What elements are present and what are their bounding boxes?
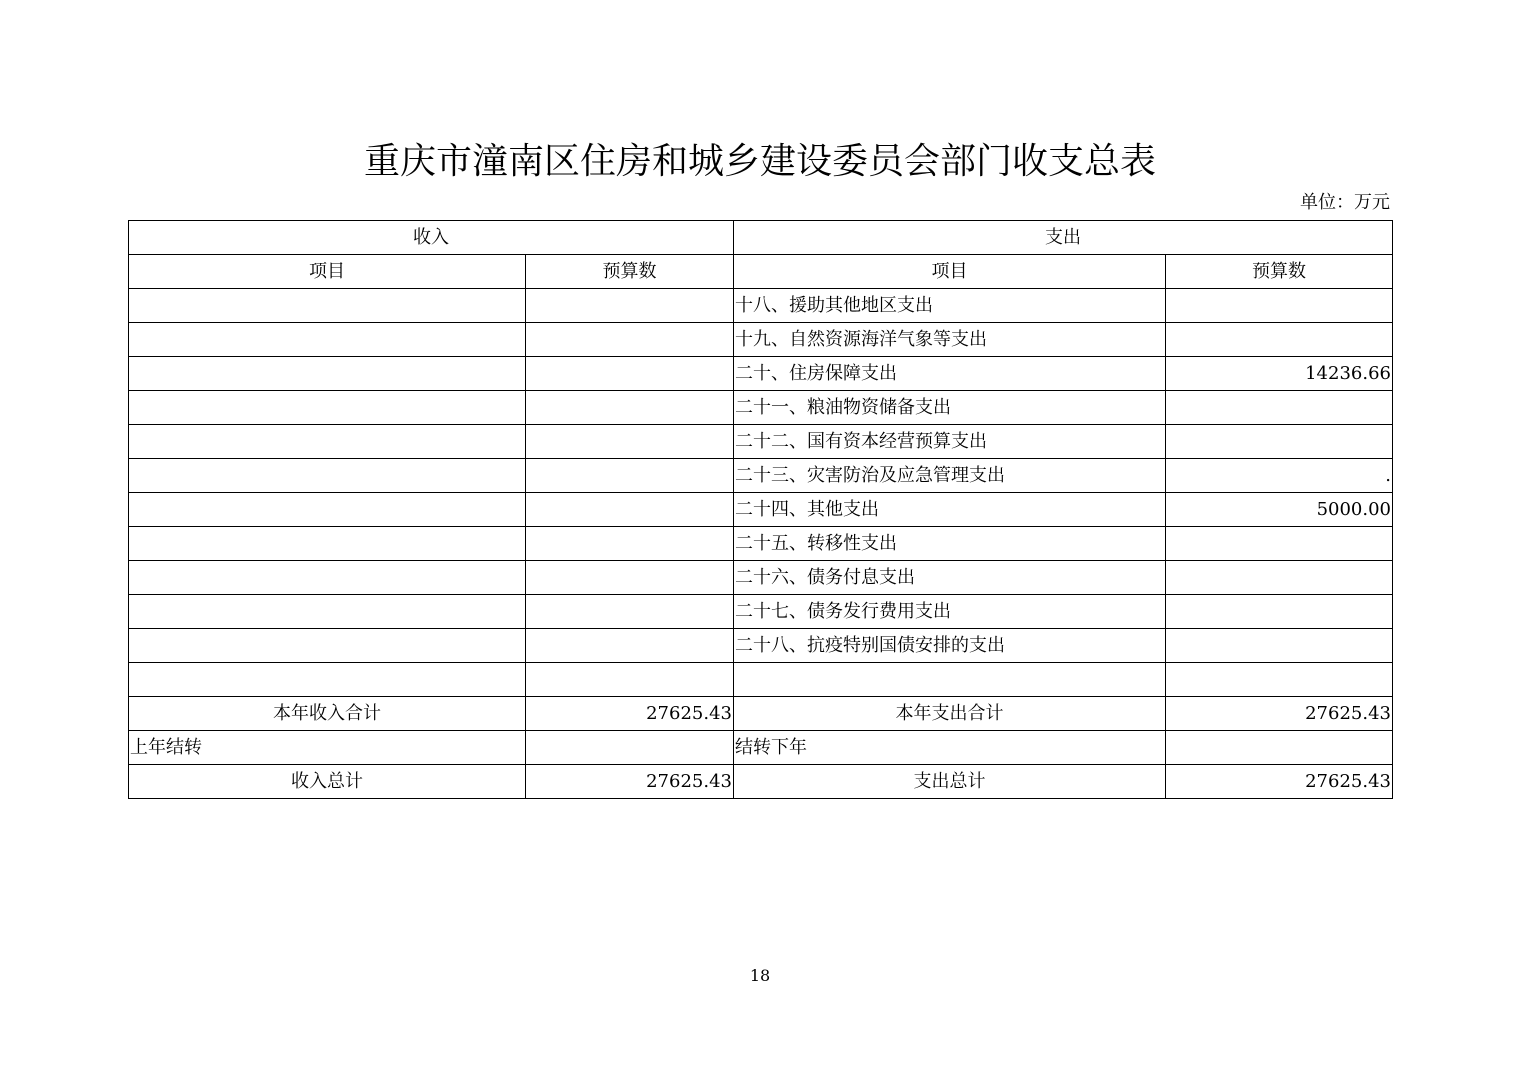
total-income-label: 收入总计 xyxy=(129,765,526,799)
expense-item-header: 项目 xyxy=(734,255,1166,289)
income-item-cell xyxy=(129,323,526,357)
income-item-cell xyxy=(129,493,526,527)
expense-amount-cell xyxy=(1166,289,1393,323)
budget-summary-table xyxy=(128,220,1393,799)
expense-amount-cell xyxy=(1166,391,1393,425)
expense-item-cell: 二十六、债务付息支出 xyxy=(734,561,1166,595)
table-row xyxy=(129,357,1393,391)
total-expense-value: 27625.43 xyxy=(1166,765,1393,799)
table-row xyxy=(129,289,1393,323)
income-item-cell xyxy=(129,527,526,561)
expense-amount-cell xyxy=(1166,629,1393,663)
income-item-cell xyxy=(129,459,526,493)
expense-amount-cell xyxy=(1166,663,1393,697)
carry-in-value xyxy=(526,731,734,765)
income-item-header: 项目 xyxy=(129,255,526,289)
income-item-cell xyxy=(129,289,526,323)
table-row xyxy=(129,663,1393,697)
income-header: 收入 xyxy=(129,221,734,255)
expense-item-cell: 二十二、国有资本经营预算支出 xyxy=(734,425,1166,459)
page-title: 重庆市潼南区住房和城乡建设委员会部门收支总表 xyxy=(363,141,1156,182)
income-amount-cell xyxy=(526,629,734,663)
table-row xyxy=(129,629,1393,663)
income-item-cell xyxy=(129,561,526,595)
total-income-value: 27625.43 xyxy=(526,765,734,799)
income-amount-cell xyxy=(526,663,734,697)
expense-amount-cell: . xyxy=(1166,459,1393,493)
expense-amount-cell xyxy=(1166,527,1393,561)
expense-item-cell: 二十、住房保障支出 xyxy=(734,357,1166,391)
expense-item-cell: 十八、援助其他地区支出 xyxy=(734,289,1166,323)
table-row xyxy=(129,595,1393,629)
year-income-label: 本年收入合计 xyxy=(129,697,526,731)
income-amount-cell xyxy=(526,459,734,493)
income-amount-cell xyxy=(526,595,734,629)
carry-in-label: 上年结转 xyxy=(129,731,526,765)
income-item-cell xyxy=(129,595,526,629)
income-amount-cell xyxy=(526,527,734,561)
income-item-cell xyxy=(129,629,526,663)
expense-item-cell: 二十五、转移性支出 xyxy=(734,527,1166,561)
income-item-cell xyxy=(129,663,526,697)
income-amount-cell xyxy=(526,493,734,527)
income-amount-cell xyxy=(526,561,734,595)
income-amount-cell xyxy=(526,425,734,459)
table-row xyxy=(129,425,1393,459)
expense-amount-cell xyxy=(1166,561,1393,595)
income-amount-cell xyxy=(526,357,734,391)
income-amount-cell xyxy=(526,289,734,323)
expense-item-cell: 二十一、粮油物资储备支出 xyxy=(734,391,1166,425)
table-row xyxy=(129,527,1393,561)
income-item-cell xyxy=(129,425,526,459)
expense-amount-cell xyxy=(1166,425,1393,459)
income-amount-cell xyxy=(526,391,734,425)
expense-budget-header: 预算数 xyxy=(1166,255,1393,289)
section-header-row xyxy=(129,221,1393,255)
expense-amount-cell xyxy=(1166,595,1393,629)
year-expense-value: 27625.43 xyxy=(1166,697,1393,731)
expense-header: 支出 xyxy=(734,221,1393,255)
grand-total-row xyxy=(129,765,1393,799)
table-body xyxy=(129,221,1393,799)
table-row xyxy=(129,323,1393,357)
table-row xyxy=(129,459,1393,493)
expense-amount-cell: 5000.00 xyxy=(1166,493,1393,527)
expense-amount-cell: 14236.66 xyxy=(1166,357,1393,391)
expense-amount-cell xyxy=(1166,323,1393,357)
year-total-row xyxy=(129,697,1393,731)
page-number: 18 xyxy=(749,966,771,985)
year-income-value: 27625.43 xyxy=(526,697,734,731)
income-item-cell xyxy=(129,357,526,391)
carry-out-value xyxy=(1166,731,1393,765)
income-budget-header: 预算数 xyxy=(526,255,734,289)
unit-label: 单位：万元 xyxy=(1300,192,1390,213)
expense-item-cell xyxy=(734,663,1166,697)
expense-item-cell: 二十七、债务发行费用支出 xyxy=(734,595,1166,629)
table-row xyxy=(129,561,1393,595)
income-item-cell xyxy=(129,391,526,425)
carry-over-row xyxy=(129,731,1393,765)
table-row xyxy=(129,391,1393,425)
carry-out-label: 结转下年 xyxy=(734,731,1166,765)
total-expense-label: 支出总计 xyxy=(734,765,1166,799)
expense-item-cell: 十九、自然资源海洋气象等支出 xyxy=(734,323,1166,357)
expense-item-cell: 二十四、其他支出 xyxy=(734,493,1166,527)
expense-item-cell: 二十三、灾害防治及应急管理支出 xyxy=(734,459,1166,493)
table-row xyxy=(129,493,1393,527)
income-amount-cell xyxy=(526,323,734,357)
expense-item-cell: 二十八、抗疫特别国债安排的支出 xyxy=(734,629,1166,663)
column-header-row xyxy=(129,255,1393,289)
year-expense-label: 本年支出合计 xyxy=(734,697,1166,731)
